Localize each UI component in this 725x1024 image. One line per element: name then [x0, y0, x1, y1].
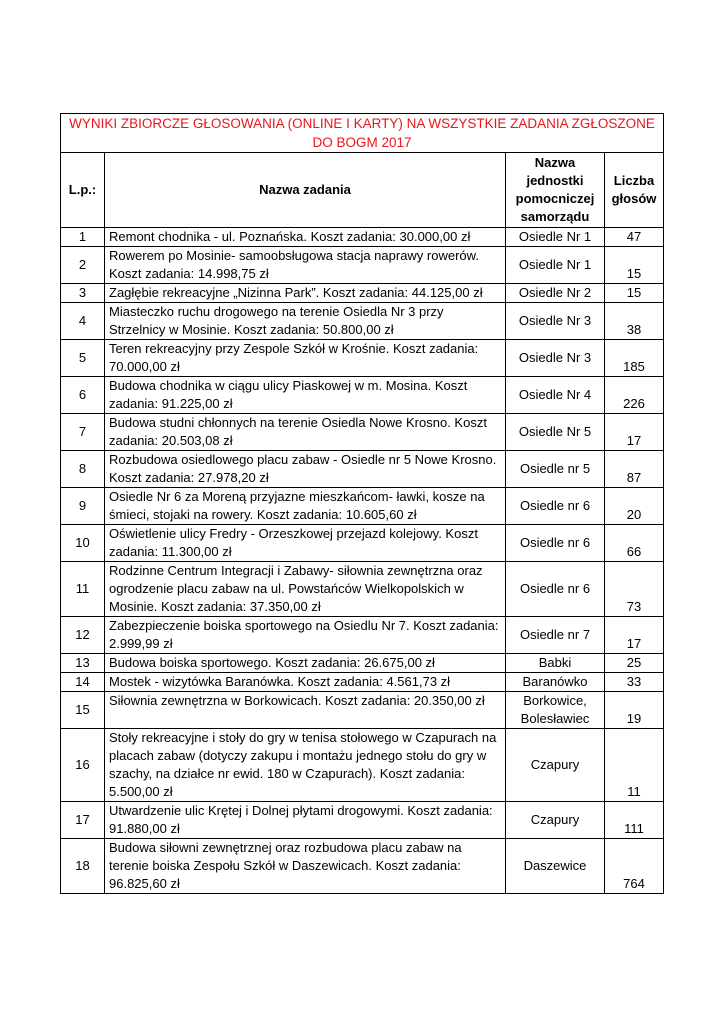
header-unit: Nazwa jednostki pomocniczej samorządu: [506, 153, 605, 228]
unit-name: Babki: [506, 654, 605, 673]
row-number: 8: [61, 451, 105, 488]
row-number: 9: [61, 488, 105, 525]
vote-count: 33: [605, 673, 664, 692]
task-name: Budowa chodnika w ciągu ulicy Piaskowej w m. Mosina. Koszt zadania: 91.225,00 zł: [105, 377, 506, 414]
task-name: Rowerem po Mosinie- samoobsługowa stacja naprawy rowerów. Koszt zadania: 14.998,75 zł: [105, 247, 506, 284]
unit-name: Czapury: [506, 802, 605, 839]
vote-count: 19: [605, 692, 664, 729]
table-row: [61, 525, 664, 562]
table-body: [61, 228, 664, 894]
task-name: Miasteczko ruchu drogowego na terenie Osiedla Nr 3 przy Strzelnicy w Mosinie. Koszt zadania: 50.800,00 zł: [105, 303, 506, 340]
row-number: 17: [61, 802, 105, 839]
unit-name: Osiedle nr 6: [506, 562, 605, 617]
header-task-name: Nazwa zadania: [105, 153, 506, 228]
row-number: 7: [61, 414, 105, 451]
voting-results-table: [60, 113, 664, 894]
task-name: Osiedle Nr 6 za Moreną przyjazne mieszkańcom- ławki, kosze na śmieci, stojaki na rowery. Koszt zadania: 10.605,60 zł: [105, 488, 506, 525]
task-name: Remont chodnika - ul. Poznańska. Koszt zadania: 30.000,00 zł: [105, 228, 506, 247]
vote-count: 11: [605, 729, 664, 802]
unit-name: Osiedle nr 7: [506, 617, 605, 654]
row-number: 15: [61, 692, 105, 729]
unit-name: Osiedle nr 6: [506, 525, 605, 562]
task-name: Budowa siłowni zewnętrznej oraz rozbudowa placu zabaw na terenie boiska Zespołu Szkół w Daszewicach. Koszt zadania: 96.825,60 zł: [105, 839, 506, 894]
unit-name: Osiedle Nr 1: [506, 228, 605, 247]
task-name: Mostek - wizytówka Baranówka. Koszt zadania: 4.561,73 zł: [105, 673, 506, 692]
unit-name: Osiedle Nr 3: [506, 340, 605, 377]
row-number: 3: [61, 284, 105, 303]
unit-name: Osiedle Nr 5: [506, 414, 605, 451]
table-row: [61, 303, 664, 340]
vote-count: 15: [605, 284, 664, 303]
unit-name: Osiedle Nr 1: [506, 247, 605, 284]
vote-count: 111: [605, 802, 664, 839]
unit-name: Osiedle Nr 3: [506, 303, 605, 340]
row-number: 4: [61, 303, 105, 340]
table-row: [61, 839, 664, 894]
task-name: Oświetlenie ulicy Fredry - Orzeszkowej przejazd kolejowy. Koszt zadania: 11.300,00 zł: [105, 525, 506, 562]
table-row: [61, 488, 664, 525]
task-name: Zabezpieczenie boiska sportowego na Osiedlu Nr 7. Koszt zadania: 2.999,99 zł: [105, 617, 506, 654]
table-row: [61, 617, 664, 654]
row-number: 16: [61, 729, 105, 802]
vote-count: 73: [605, 562, 664, 617]
table-row: [61, 562, 664, 617]
vote-count: 47: [605, 228, 664, 247]
vote-count: 226: [605, 377, 664, 414]
vote-count: 764: [605, 839, 664, 894]
table-row: [61, 802, 664, 839]
vote-count: 17: [605, 414, 664, 451]
task-name: Siłownia zewnętrzna w Borkowicach. Koszt zadania: 20.350,00 zł: [105, 692, 506, 729]
table-row: [61, 228, 664, 247]
header-row: [61, 153, 664, 228]
header-votes: Liczba głosów: [605, 153, 664, 228]
row-number: 6: [61, 377, 105, 414]
table-row: [61, 673, 664, 692]
row-number: 18: [61, 839, 105, 894]
table-row: [61, 451, 664, 488]
task-name: Stoły rekreacyjne i stoły do gry w tenisa stołowego w Czapurach na placach zabaw (dotyczy zakupu i montażu jednego stołu do gry w szachy, na działce nr ewid. 180 w Czapurach). Koszt zadania: 5.500,00 zł: [105, 729, 506, 802]
table-row: [61, 654, 664, 673]
vote-count: 20: [605, 488, 664, 525]
table-row: [61, 414, 664, 451]
row-number: 11: [61, 562, 105, 617]
vote-count: 15: [605, 247, 664, 284]
vote-count: 66: [605, 525, 664, 562]
row-number: 5: [61, 340, 105, 377]
row-number: 2: [61, 247, 105, 284]
row-number: 12: [61, 617, 105, 654]
table-row: [61, 340, 664, 377]
task-name: Rozbudowa osiedlowego placu zabaw - Osiedle nr 5 Nowe Krosno. Koszt zadania: 27.978,20 zł: [105, 451, 506, 488]
unit-name: Osiedle nr 5: [506, 451, 605, 488]
task-name: Rodzinne Centrum Integracji i Zabawy- siłownia zewnętrzna oraz ogrodzenie placu zabaw na ul. Powstańców Wielkopolskich w Mosinie. Koszt zadania: 37.350,00 zł: [105, 562, 506, 617]
unit-name: Daszewice: [506, 839, 605, 894]
row-number: 1: [61, 228, 105, 247]
header-lp: L.p.:: [61, 153, 105, 228]
table-row: [61, 377, 664, 414]
unit-name: Czapury: [506, 729, 605, 802]
table-title: WYNIKI ZBIORCZE GŁOSOWANIA (ONLINE I KARTY) NA WSZYSTKIE ZADANIA ZGŁOSZONE DO BOGM 2017: [61, 114, 664, 153]
row-number: 14: [61, 673, 105, 692]
vote-count: 17: [605, 617, 664, 654]
table-row: [61, 729, 664, 802]
vote-count: 185: [605, 340, 664, 377]
unit-name: Osiedle Nr 2: [506, 284, 605, 303]
unit-name: Borkowice, Bolesławiec: [506, 692, 605, 729]
table-row: [61, 692, 664, 729]
row-number: 13: [61, 654, 105, 673]
unit-name: Osiedle Nr 4: [506, 377, 605, 414]
unit-name: Osiedle nr 6: [506, 488, 605, 525]
task-name: Utwardzenie ulic Krętej i Dolnej płytami drogowymi. Koszt zadania: 91.880,00 zł: [105, 802, 506, 839]
unit-name: Baranówko: [506, 673, 605, 692]
vote-count: 87: [605, 451, 664, 488]
vote-count: 25: [605, 654, 664, 673]
table-row: [61, 247, 664, 284]
row-number: 10: [61, 525, 105, 562]
task-name: Teren rekreacyjny przy Zespole Szkół w Krośnie. Koszt zadania: 70.000,00 zł: [105, 340, 506, 377]
task-name: Budowa boiska sportowego. Koszt zadania: 26.675,00 zł: [105, 654, 506, 673]
table-row: [61, 284, 664, 303]
task-name: Budowa studni chłonnych na terenie Osiedla Nowe Krosno. Koszt zadania: 20.503,08 zł: [105, 414, 506, 451]
vote-count: 38: [605, 303, 664, 340]
task-name: Zagłębie rekreacyjne „Nizinna Park”. Koszt zadania: 44.125,00 zł: [105, 284, 506, 303]
